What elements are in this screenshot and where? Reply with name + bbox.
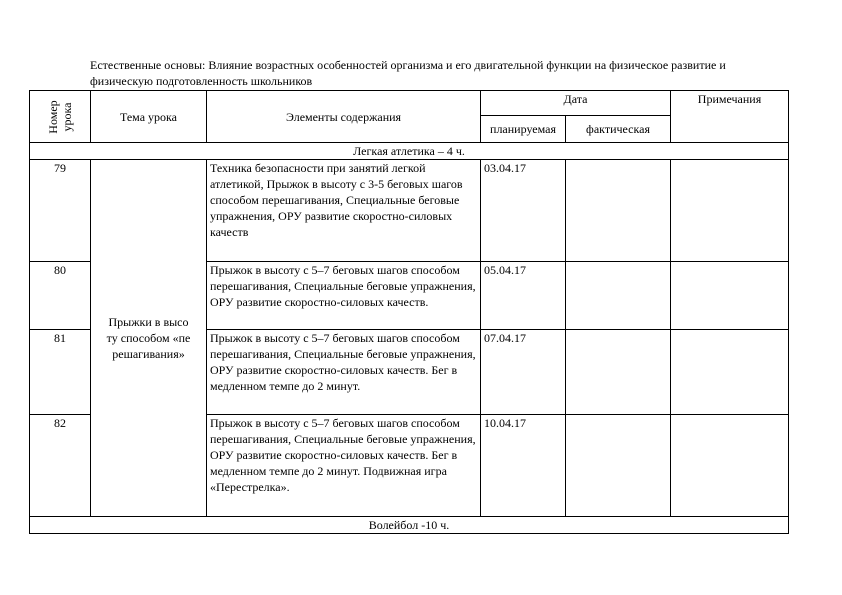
header-lesson-number	[30, 91, 91, 143]
lesson-notes	[671, 262, 789, 330]
lesson-content: Прыжок в высоту с 5–7 беговых шагов способом перешагивания, Специальные беговые упражнения, ОРУ развитие скоростно-силовых качеств. Бег в медленном темпе до 2 минут.	[207, 330, 481, 415]
header-content: Элементы содержания	[207, 91, 481, 143]
lesson-topic	[91, 160, 207, 517]
lesson-date-actual	[566, 262, 671, 330]
lesson-date-planned: 03.04.17	[481, 160, 566, 262]
lesson-number: 82	[30, 415, 91, 517]
section-row	[30, 143, 789, 160]
header-date-planned: планируемая	[481, 116, 566, 143]
lesson-content: Прыжок в высоту с 5–7 беговых шагов способом перешагивания, Специальные беговые упражнения, ОРУ развитие скоростно-силовых качеств.	[207, 262, 481, 330]
lesson-notes	[671, 160, 789, 262]
lesson-content: Техника безопасности при занятий легкой атлетикой, Прыжок в высоту с 3-5 беговых шагов способом перешагивания, Специальные беговые упражнения, ОРУ развитие скоростно-силовых качеств	[207, 160, 481, 262]
lesson-topic-label: Прыжки в высоту способом «перешагивания»	[106, 315, 191, 361]
section-title: Легкая атлетика – 4 ч.	[30, 143, 789, 160]
document-heading: Естественные основы: Влияние возрастных особенностей организма и его двигательной функции на физическое развитие и физическую подготовленность школьников	[90, 58, 726, 88]
lesson-number: 80	[30, 262, 91, 330]
lesson-date-actual	[566, 160, 671, 262]
header-lesson-number-label: Номер урока	[46, 99, 74, 134]
lesson-number: 79	[30, 160, 91, 262]
lesson-number: 81	[30, 330, 91, 415]
table-header-row	[30, 91, 789, 116]
lesson-date-actual	[566, 415, 671, 517]
section-row	[30, 517, 789, 534]
lesson-notes	[671, 330, 789, 415]
header-topic: Тема урока	[91, 91, 207, 143]
header-notes: Примечания	[671, 91, 789, 143]
lesson-date-planned: 07.04.17	[481, 330, 566, 415]
table-row	[30, 160, 789, 262]
header-date: Дата	[481, 91, 671, 116]
lesson-plan-table	[29, 90, 789, 534]
lesson-notes	[671, 415, 789, 517]
lesson-date-planned: 10.04.17	[481, 415, 566, 517]
lesson-date-planned: 05.04.17	[481, 262, 566, 330]
section-title: Волейбол -10 ч.	[30, 517, 789, 534]
lesson-date-actual	[566, 330, 671, 415]
lesson-content: Прыжок в высоту с 5–7 беговых шагов способом перешагивания, Специальные беговые упражнения, ОРУ развитие скоростно-силовых качеств. Бег в медленном темпе до 2 минут. Подвижная игра «Перестрелка».	[207, 415, 481, 517]
header-date-actual: фактическая	[566, 116, 671, 143]
